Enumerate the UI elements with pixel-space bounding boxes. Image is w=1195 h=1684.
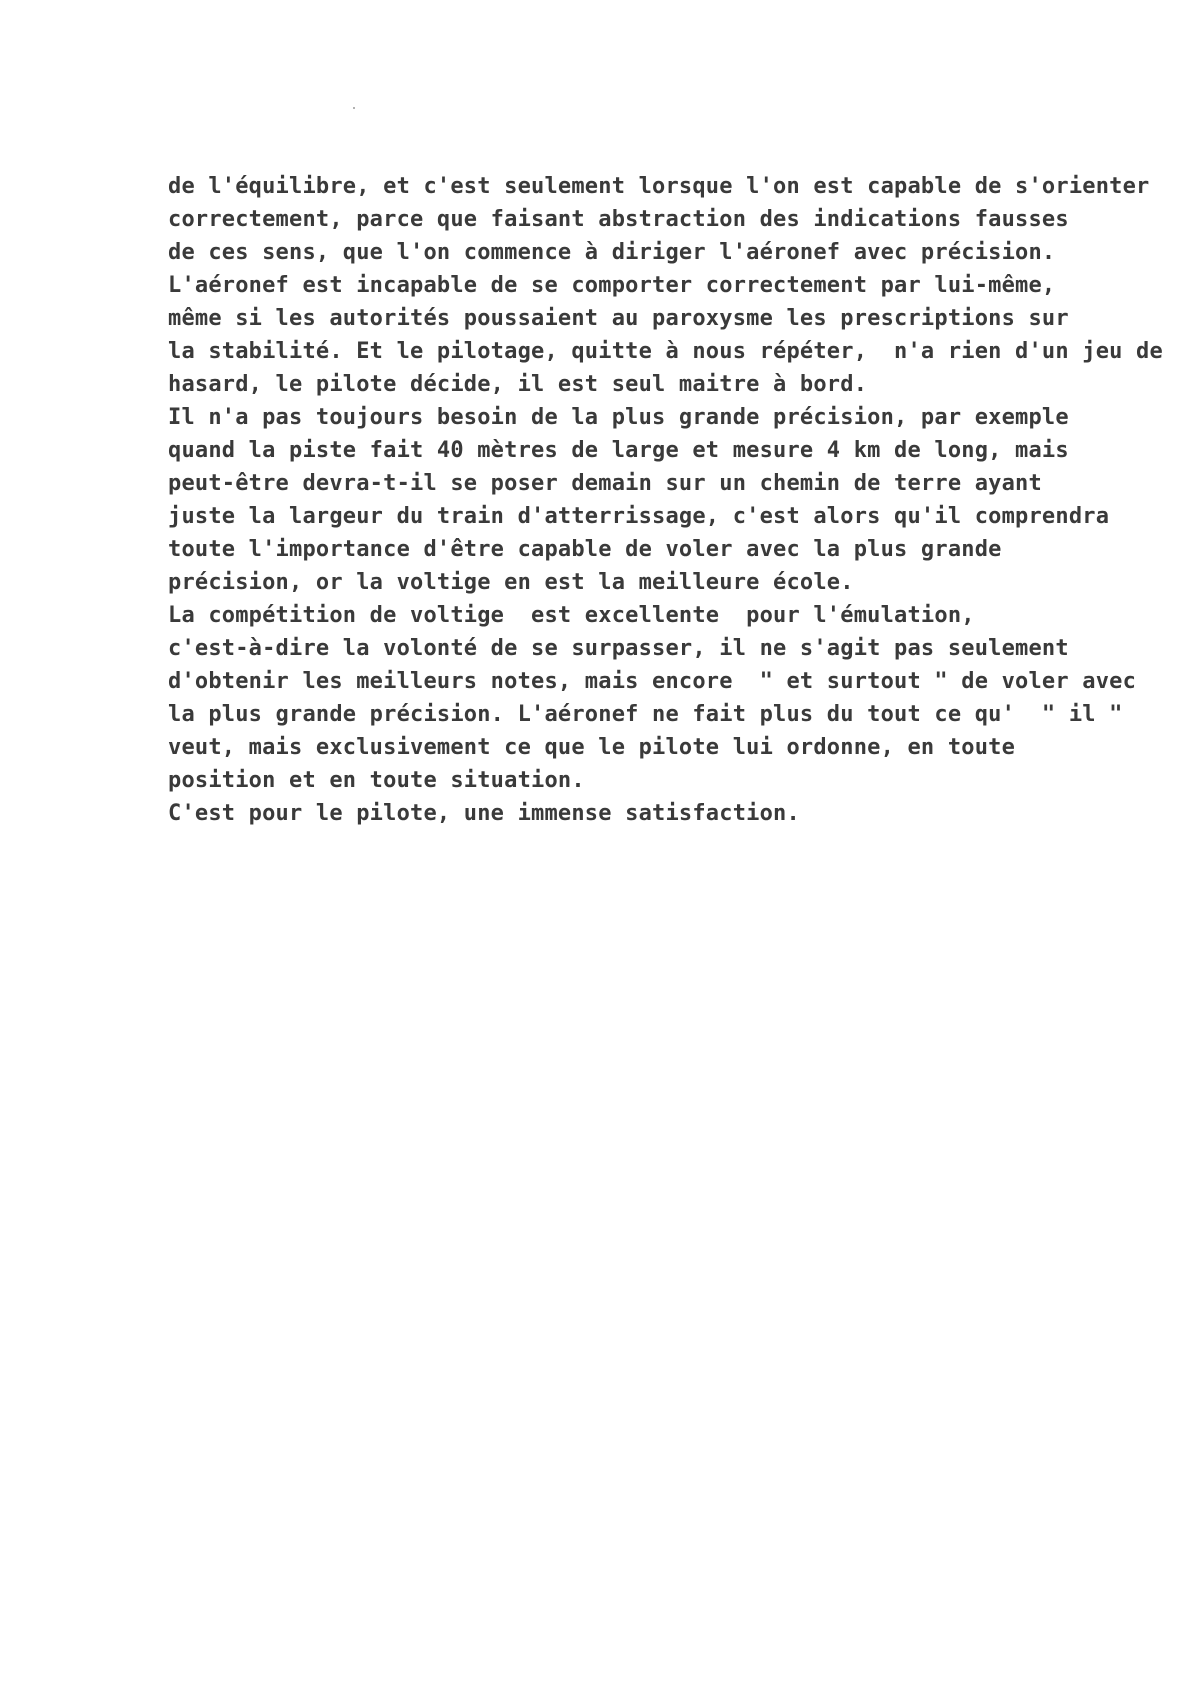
text-line: Il n'a pas toujours besoin de la plus grande précision, par exemple (168, 405, 1069, 430)
text-line: la plus grande précision. L'aéronef ne fait plus du tout ce qu' " il " (168, 702, 1123, 727)
text-line: juste la largeur du train d'atterrissage, c'est alors qu'il comprendra (168, 504, 1110, 529)
text-line: veut, mais exclusivement ce que le pilote lui ordonne, en toute (168, 735, 1016, 760)
text-line: correctement, parce que faisant abstraction des indications fausses (168, 207, 1069, 232)
body-text (168, 170, 1163, 830)
text-line: c'est-à-dire la volonté de se surpasser, il ne s'agit pas seulement (168, 636, 1069, 661)
text-line: d'obtenir les meilleurs notes, mais encore " et surtout " de voler avec (168, 669, 1137, 694)
text-line: de l'équilibre, et c'est seulement lorsque l'on est capable de s'orienter (168, 174, 1150, 199)
text-line: quand la piste fait 40 mètres de large et mesure 4 km de long, mais (168, 438, 1069, 463)
scan-speck (353, 107, 355, 109)
text-line: même si les autorités poussaient au paroxysme les prescriptions sur (168, 306, 1069, 331)
text-line: hasard, le pilote décide, il est seul maitre à bord. (168, 372, 868, 397)
text-line: La compétition de voltige est excellente pour l'émulation, (168, 603, 975, 628)
text-line: précision, or la voltige en est la meilleure école. (168, 570, 854, 595)
text-line: de ces sens, que l'on commence à diriger l'aéronef avec précision. (168, 240, 1056, 265)
text-line: toute l'importance d'être capable de voler avec la plus grande (168, 537, 1002, 562)
text-line: peut-être devra-t-il se poser demain sur un chemin de terre ayant (168, 471, 1042, 496)
text-line: la stabilité. Et le pilotage, quitte à nous répéter, n'a rien d'un jeu de (168, 339, 1163, 364)
text-line: C'est pour le pilote, une immense satisfaction. (168, 801, 800, 826)
text-line: position et en toute situation. (168, 768, 585, 793)
text-line: L'aéronef est incapable de se comporter correctement par lui-même, (168, 273, 1056, 298)
